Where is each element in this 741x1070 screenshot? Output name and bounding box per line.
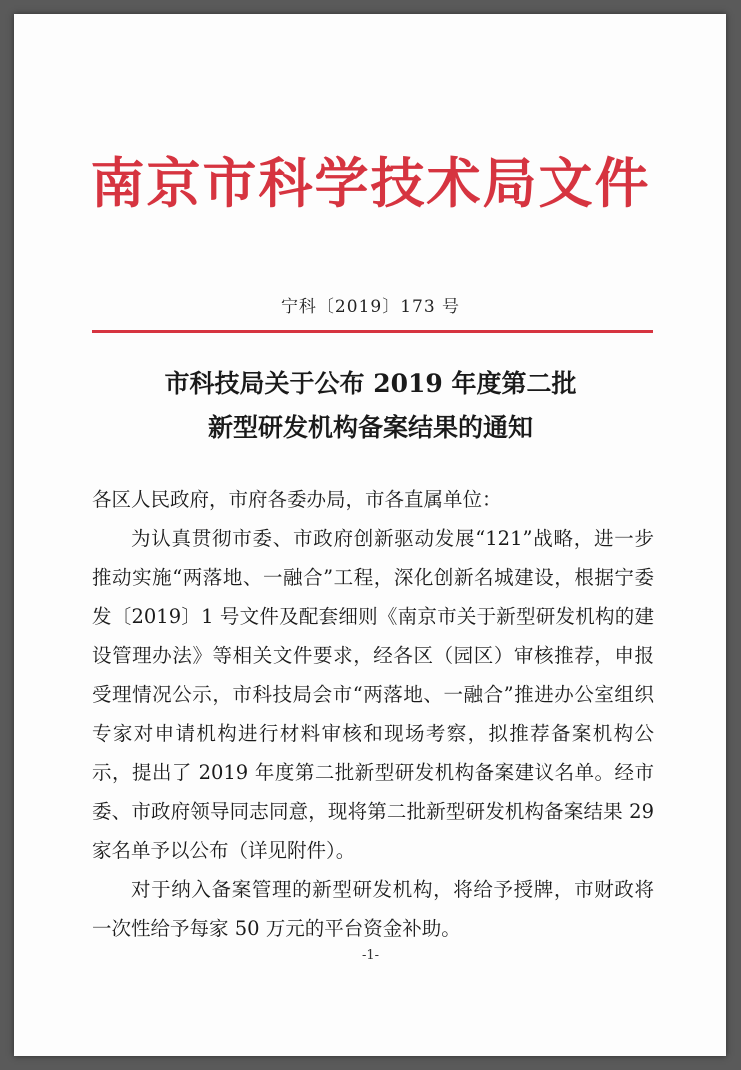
document-body [92, 480, 654, 948]
paragraph-subsidy: 对于纳入备案管理的新型研发机构，将给予授牌，市财政将一次性给予每家 50 万元的平台资金补助。 [92, 878, 654, 940]
issuing-organization-title: 南京市科学技术局文件 [90, 151, 651, 215]
page-number: -1- [361, 948, 380, 963]
notice-title [0, 362, 741, 450]
document-number: 宁科〔2019〕173 号 [280, 297, 461, 317]
paragraph-main: 为认真贯彻市委、市政府创新驱动发展“121”战略，进一步推动实施“两落地、一融合”工程，深化创新名城建设，根据宁委发〔2019〕1 号文件及配套细则《南京市关于新型研发机构的建设管理办法》等相关文件要求，经各区（园区）审核推荐，申报受理情况公示，市科技局会市“两落地、一融合”推进办公室组织专家对申请机构进行材料审核和现场考察，拟推荐备案机构公示，提出了 2019 年度第二批新型研发机构备案建议名单。经市委、市政府领导同志同意，现将第二批新型研发机构备案结果 29 家名单予以公布（详见附件）。 [92, 527, 654, 862]
salutation: 各区人民政府，市府各委办局，市各直属单位： [92, 488, 502, 511]
notice-title-line-1: 市科技局关于公布 2019 年度第二批 [164, 369, 577, 398]
red-separator-line [92, 330, 653, 333]
notice-title-line-2: 新型研发机构备案结果的通知 [207, 413, 533, 442]
